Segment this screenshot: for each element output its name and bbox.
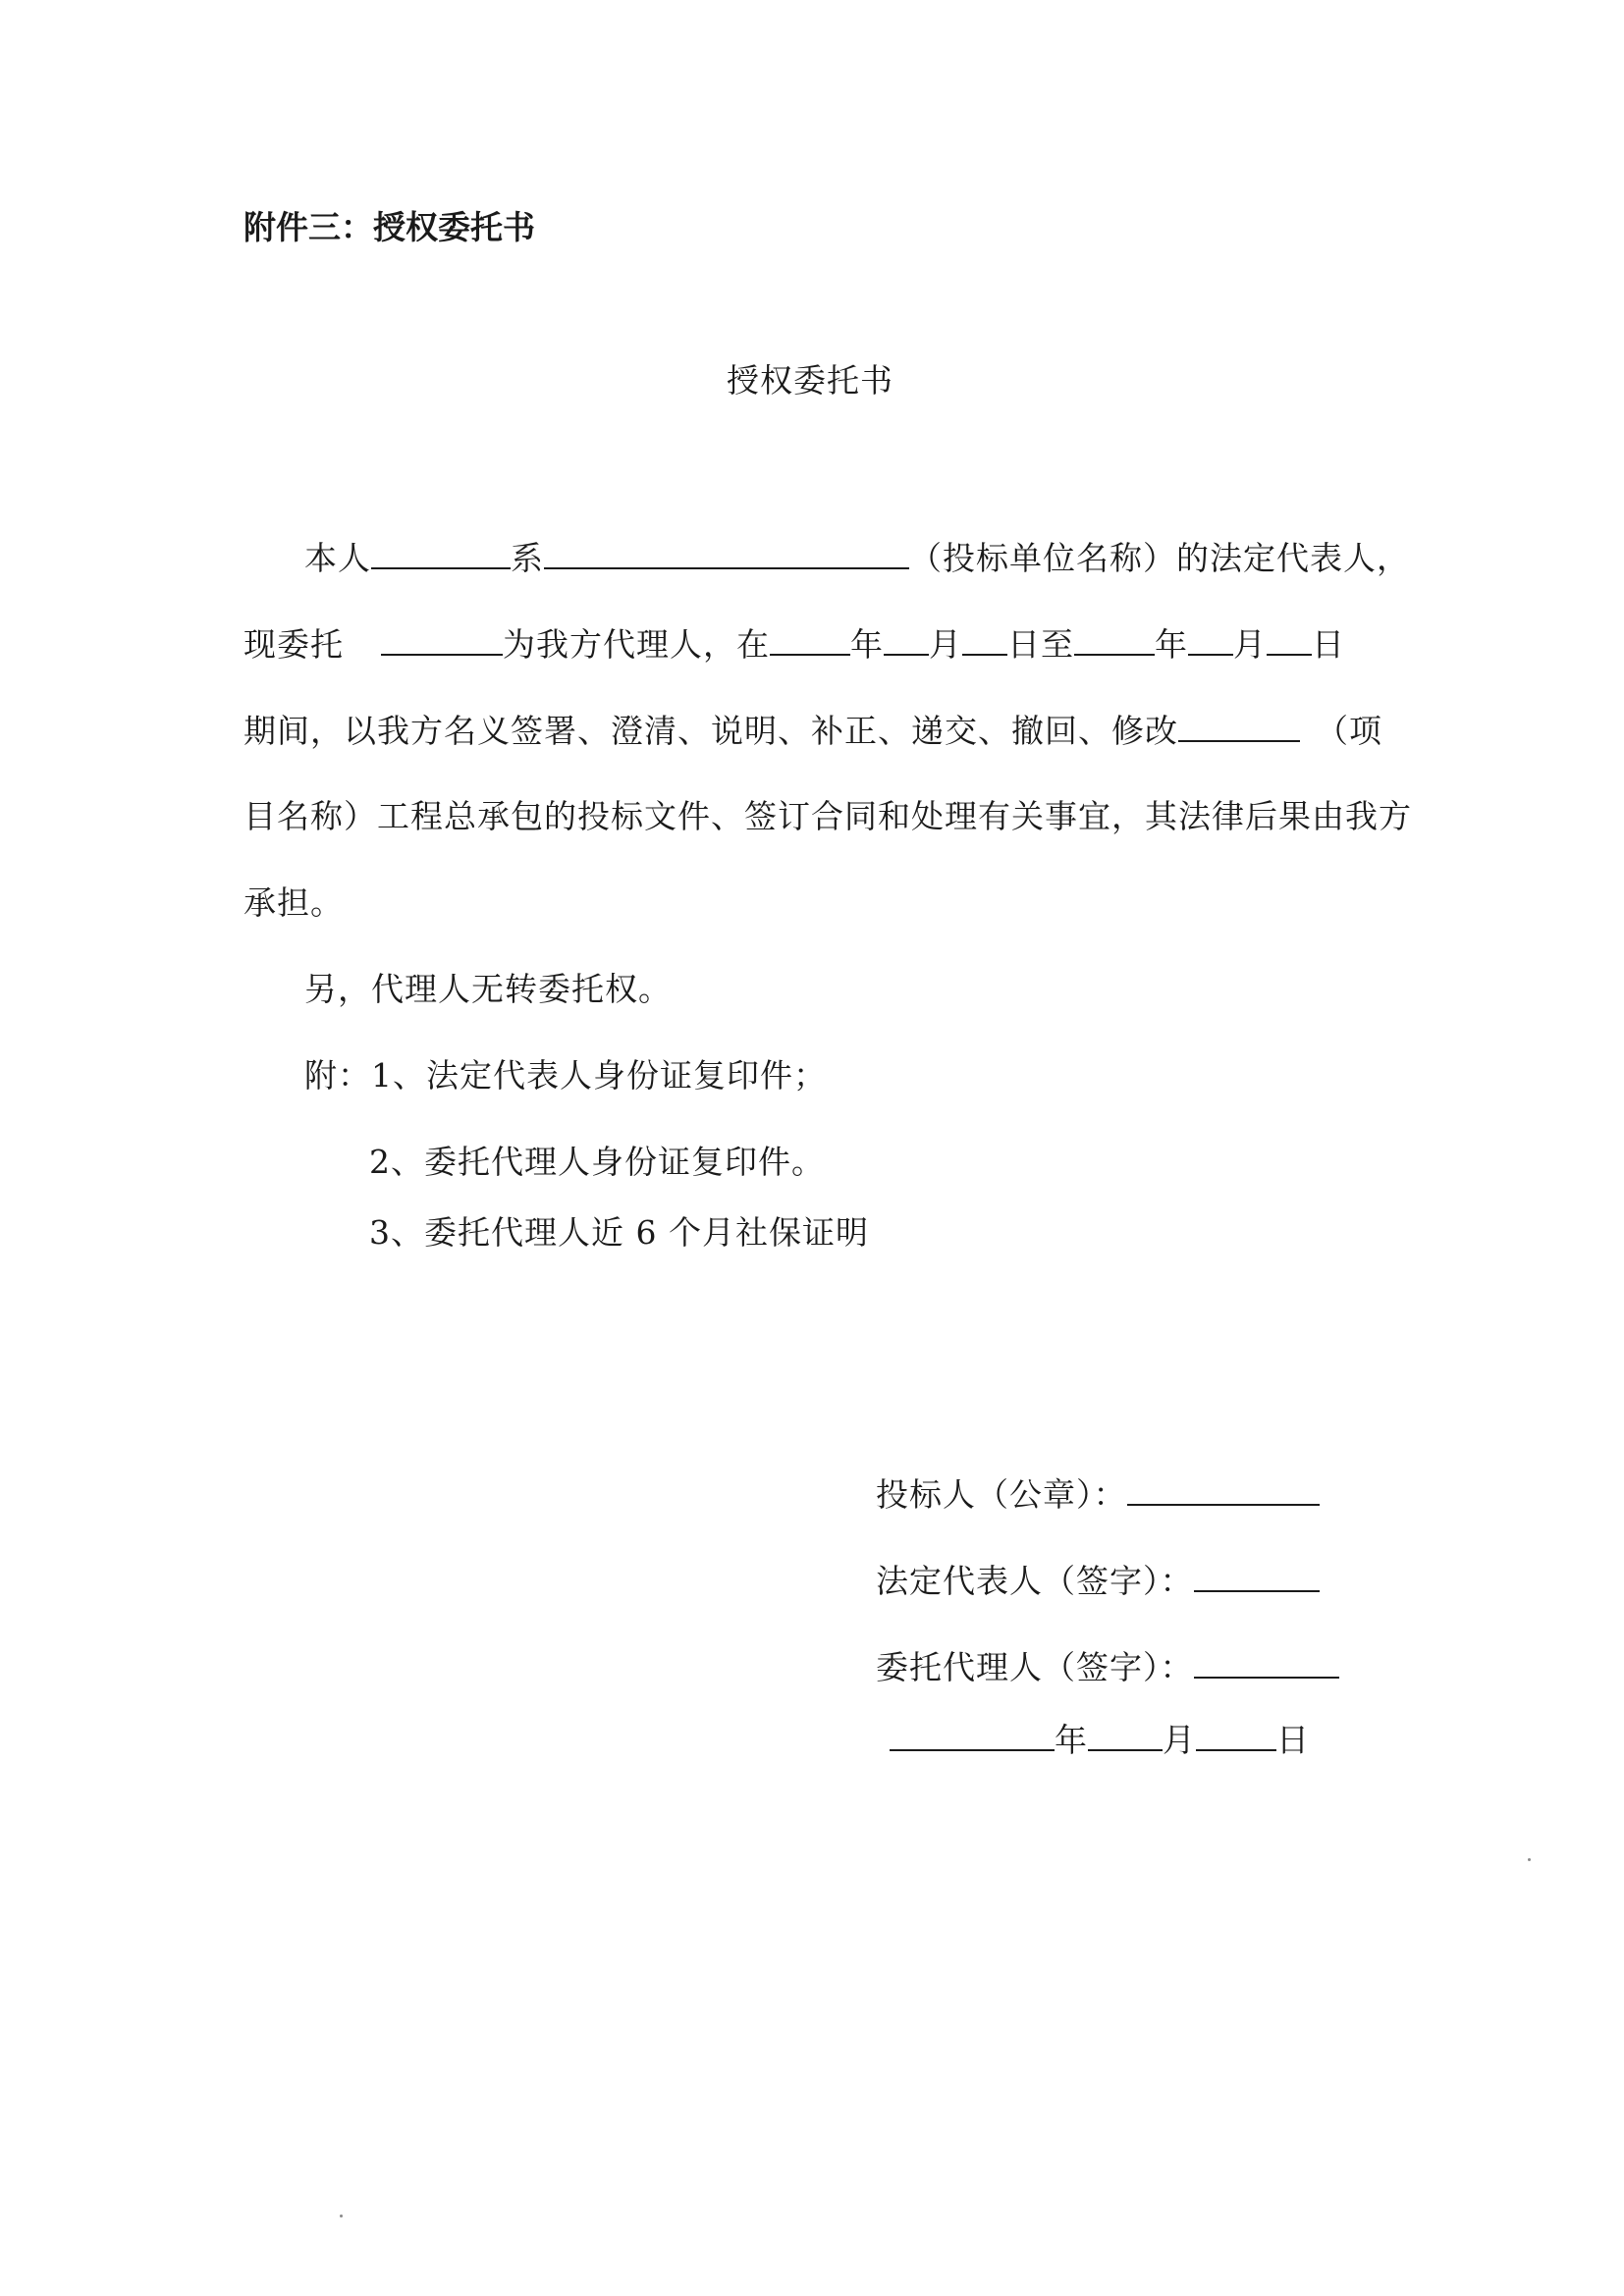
text-actions: 期间，以我方名义签署、澄清、说明、补正、递交、撤回、修改	[244, 712, 1178, 750]
bidder-seal-blank	[1127, 1474, 1320, 1506]
text-day-to: 日至	[1007, 625, 1074, 664]
from-year-blank	[770, 624, 850, 656]
sign-day-blank	[1196, 1720, 1276, 1751]
bidder-seal-line	[876, 1474, 1320, 1515]
scan-speck	[340, 2215, 343, 2217]
text-month-2: 月	[1233, 625, 1267, 664]
text-project-open: （项	[1316, 712, 1382, 750]
legal-rep-sign-line	[876, 1561, 1320, 1601]
sign-month-label: 月	[1163, 1721, 1196, 1759]
legal-rep-sign-blank	[1194, 1561, 1320, 1592]
to-year-blank	[1074, 624, 1155, 656]
agent-sign-blank	[1194, 1647, 1339, 1679]
text-entrust: 现委托	[244, 625, 344, 664]
paragraph2: 另，代理人无转委托权。	[304, 970, 672, 1008]
agent-sign-line	[876, 1647, 1339, 1687]
from-month-blank	[884, 624, 929, 656]
agent-blank	[381, 624, 503, 656]
text-belongs: 系	[511, 539, 544, 577]
paragraph1-line4: 目名称）工程总承包的投标文件、签订合同和处理有关事宜，其法律后果由我方	[244, 797, 1412, 835]
agent-sign-label: 委托代理人（签字）：	[876, 1648, 1194, 1686]
paragraph1-line1	[304, 538, 1410, 578]
company-blank	[544, 538, 909, 569]
text-principal: 本人	[304, 539, 371, 577]
bidder-seal-label: 投标人（公章）：	[876, 1475, 1127, 1514]
attachment-heading: 附件三：授权委托书	[244, 208, 535, 246]
text-year-2: 年	[1155, 625, 1188, 664]
signature-date-line	[890, 1720, 1310, 1760]
text-year: 年	[850, 625, 884, 664]
text-day: 日	[1312, 625, 1345, 664]
text-agent: 为我方代理人，在	[503, 625, 770, 664]
from-day-blank	[962, 624, 1007, 656]
to-day-blank	[1267, 624, 1312, 656]
sign-year-label: 年	[1055, 1721, 1088, 1759]
scan-speck	[1528, 1858, 1531, 1861]
name-blank	[371, 538, 511, 569]
project-blank	[1178, 711, 1300, 742]
attachments-label: 附：	[304, 1056, 371, 1095]
paragraph1-line2	[244, 624, 1345, 665]
attachment-item: 2、委托代理人身份证复印件。	[369, 1143, 825, 1181]
legal-rep-sign-label: 法定代表人（签字）：	[876, 1562, 1194, 1600]
to-month-blank	[1188, 624, 1233, 656]
paragraph1-line3	[244, 711, 1382, 751]
sign-month-blank	[1088, 1720, 1163, 1751]
text-month: 月	[929, 625, 962, 664]
attachments-line1	[304, 1056, 827, 1095]
attachment-item: 1、法定代表人身份证复印件；	[371, 1056, 827, 1095]
sign-year-blank	[890, 1720, 1055, 1751]
attachment-item: 3、委托代理人近 6 个月社保证明	[369, 1213, 869, 1252]
paragraph1-line5: 承担。	[244, 883, 344, 922]
document-title: 授权委托书	[727, 361, 893, 400]
text-legal-rep: （投标单位名称）的法定代表人，	[909, 539, 1410, 577]
sign-day-label: 日	[1276, 1721, 1310, 1759]
